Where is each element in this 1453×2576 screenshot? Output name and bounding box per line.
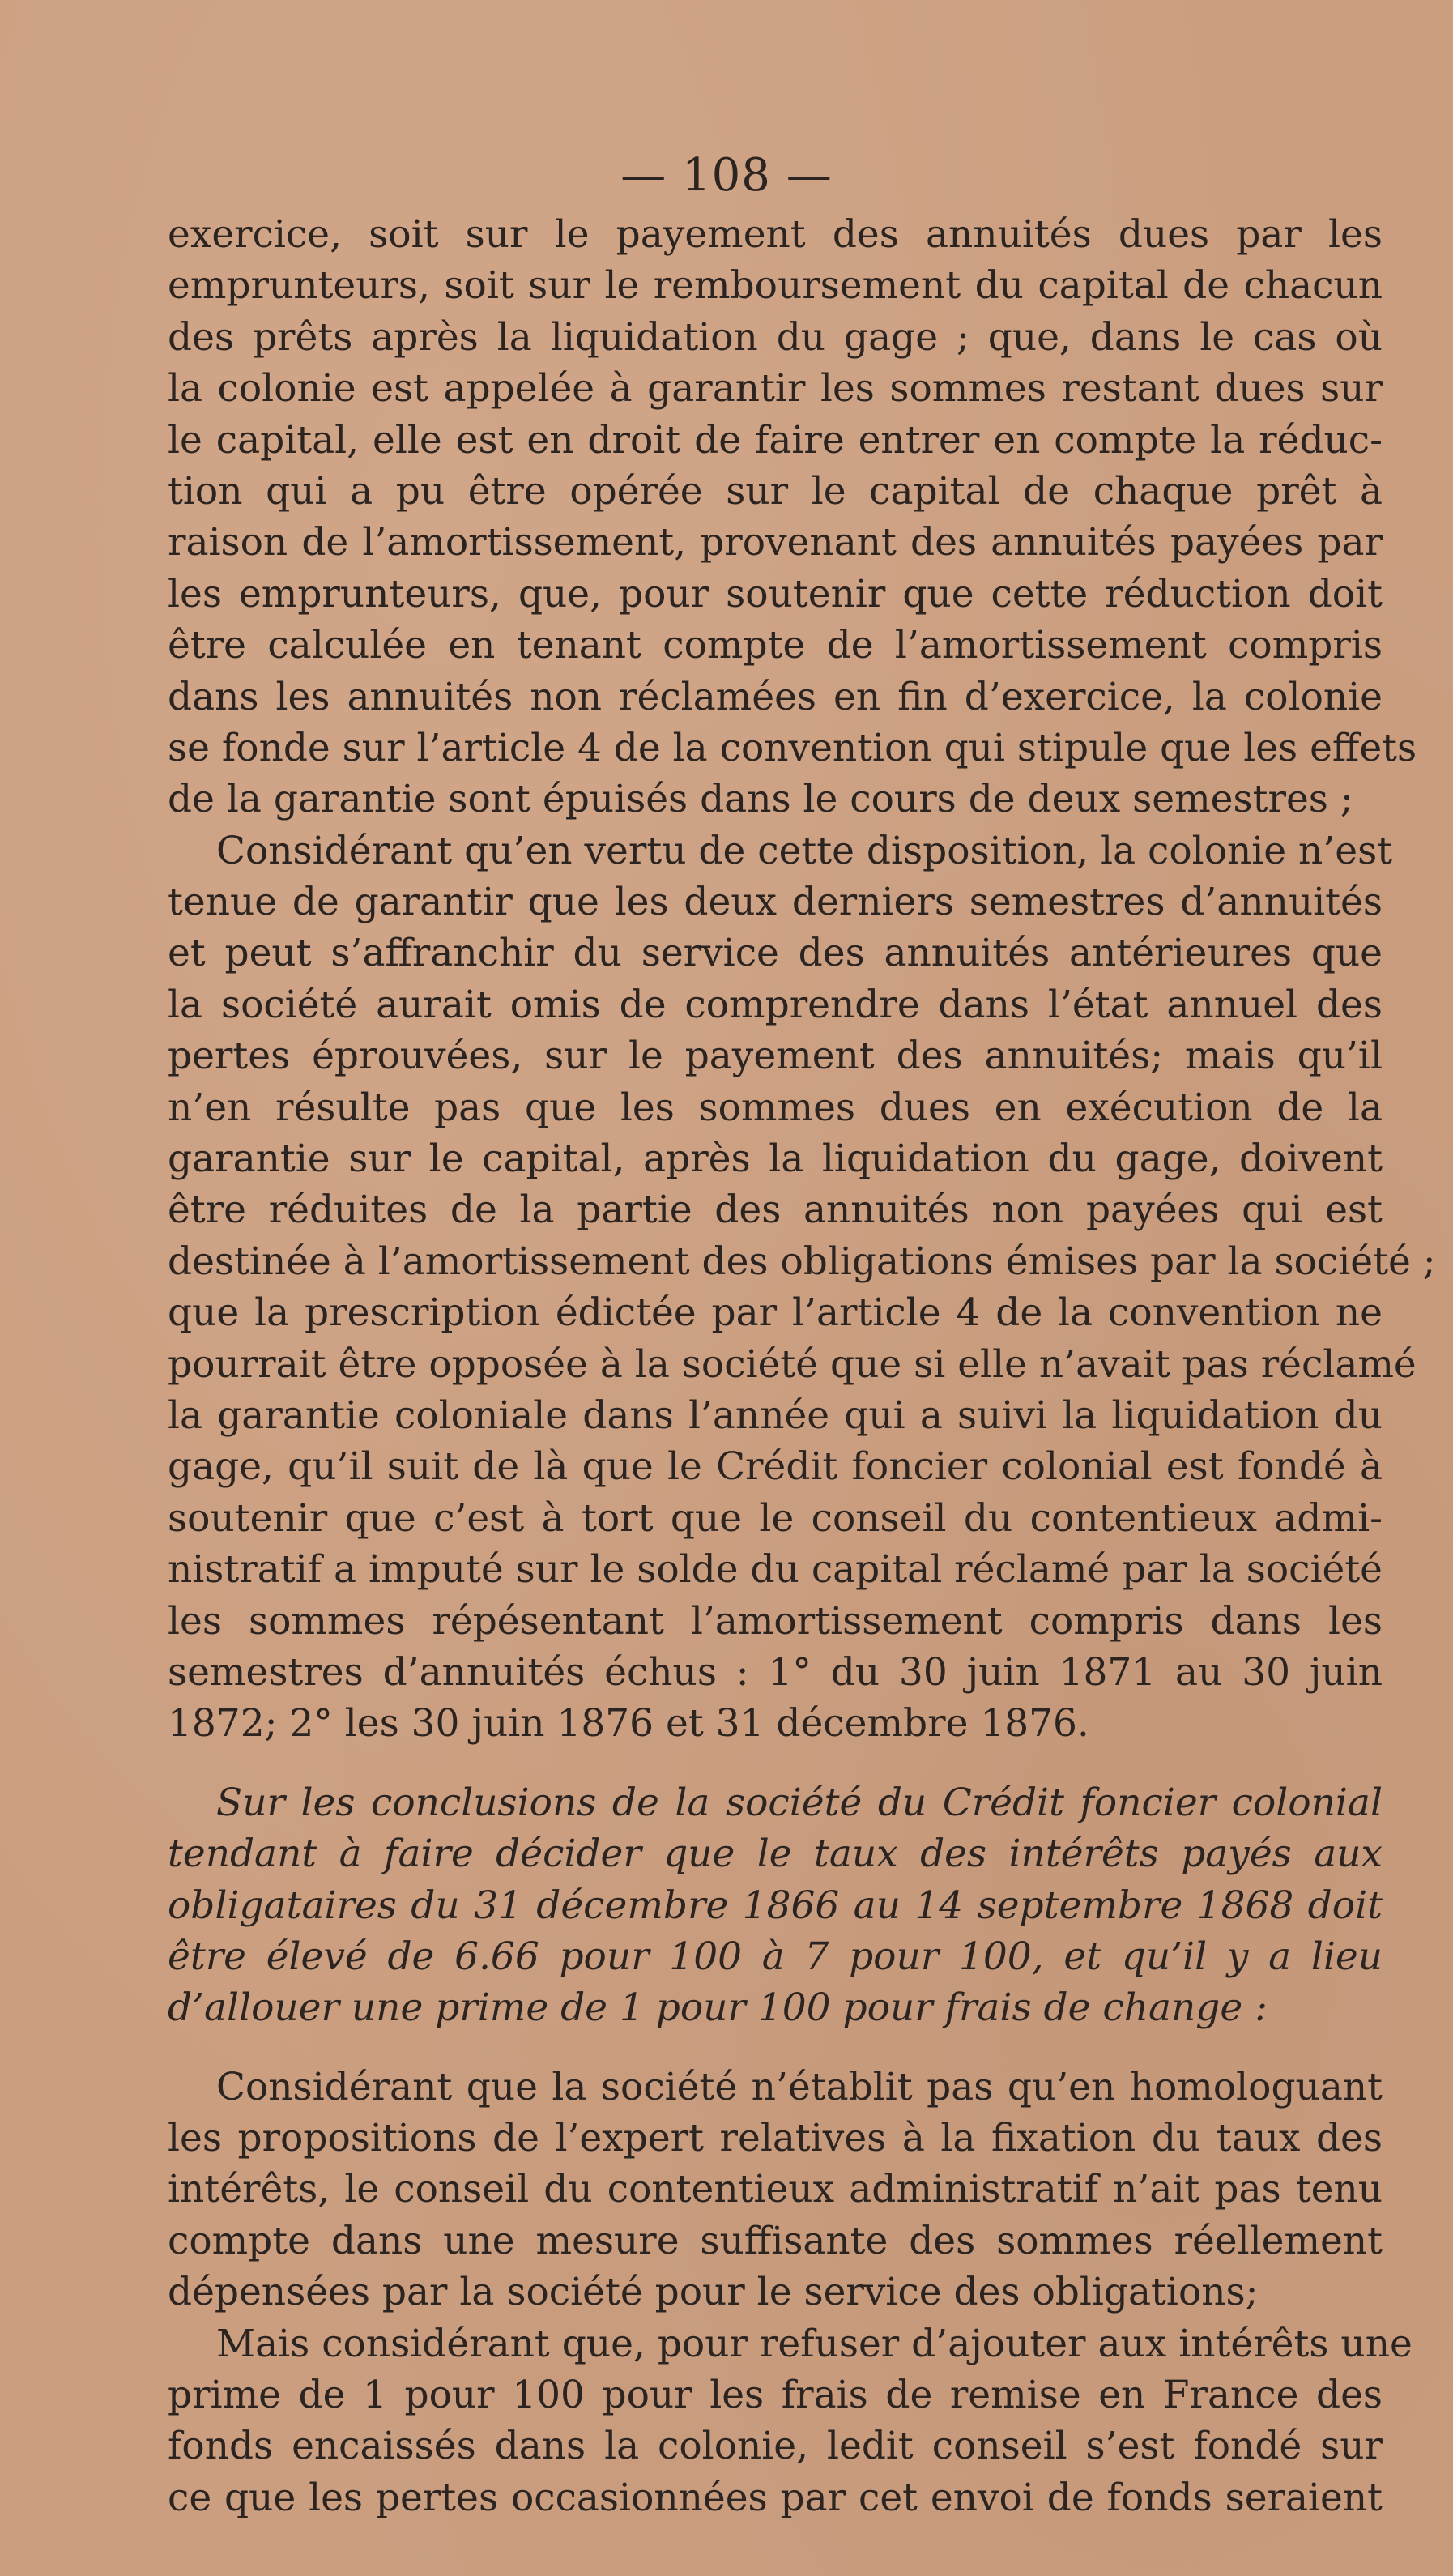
paragraph	[168, 209, 1417, 825]
text-line: exercice, soit sur le payement des annuités dues par les	[168, 212, 1383, 257]
text-line: Sur les conclusions de la société du Crédit foncier colonial	[216, 1780, 1383, 1825]
text-line: dépensées par la société pour le service des obligations;	[168, 2270, 1259, 2315]
text-line: destinée à l’amortissement des obligations émises par la société ;	[168, 1239, 1436, 1284]
paragraph-spacer	[168, 2034, 1383, 2062]
text-line: intérêts, le conseil du contentieux administratif n’ait pas tenu	[168, 2167, 1383, 2212]
text-line: tenue de garantir que les deux derniers semestres d’annuités	[168, 880, 1383, 925]
text-line: les sommes répésentant l’amortissement compris dans les	[168, 1598, 1383, 1644]
text-line: la colonie est appelée à garantir les sommes restant dues sur	[168, 366, 1383, 412]
text-line: compte dans une mesure suffisante des sommes réellement	[168, 2218, 1383, 2263]
text-line: d’allouer une prime de 1 pour 100 pour frais de change :	[168, 1985, 1268, 2031]
text-line: tion qui a pu être opérée sur le capital de chaque prêt à	[168, 468, 1383, 514]
text-line: Considérant qu’en vertu de cette disposition, la colonie n’est	[216, 828, 1393, 873]
text-line: la société aurait omis de comprendre dans l’état annuel des	[168, 982, 1383, 1027]
text-line: obligataires du 31 décembre 1866 au 14 septembre 1868 doit	[168, 1883, 1383, 1928]
text-line: que la prescription édictée par l’article 4 de la convention ne	[168, 1290, 1383, 1336]
page-number: — 108 —	[620, 149, 833, 202]
paragraph	[168, 825, 1436, 1750]
text-line: gage, qu’il suit de là que le Crédit foncier colonial est fondé à	[168, 1444, 1383, 1490]
text-line: de la garantie sont épuisés dans le cours de deux semestres ;	[168, 777, 1353, 822]
text-line: ce que les pertes occasionnées par cet envoi de fonds seraient	[168, 2475, 1383, 2520]
text-line: fonds encaissés dans la colonie, ledit conseil s’est fondé sur	[168, 2424, 1383, 2469]
text-line: être réduites de la partie des annuités non payées qui est	[168, 1188, 1383, 1233]
text-line: prime de 1 pour 100 pour les frais de remise en France des	[168, 2373, 1383, 2418]
italic-heading-paragraph	[168, 1777, 1383, 2034]
text-line: être élevé de 6.66 pour 100 à 7 pour 100, et qu’il y a lieu	[168, 1934, 1383, 1979]
text-line: les propositions de l’expert relatives à la fixation du taux des	[168, 2116, 1383, 2161]
text-line: garantie sur le capital, après la liquidation du gage, doivent	[168, 1137, 1383, 1182]
text-line: nistratif a imputé sur le solde du capital réclamé par la société	[168, 1547, 1383, 1593]
paragraph	[168, 2318, 1413, 2524]
text-line: le capital, elle est en droit de faire entrer en compte la réduc-	[168, 417, 1383, 463]
text-line: raison de l’amortissement, provenant des annuités payées par	[168, 520, 1383, 565]
text-line: tendant à faire décider que le taux des intérêts payés aux	[168, 1832, 1383, 1877]
text-line: dans les annuités non réclamées en fin d’exercice, la colonie	[168, 674, 1383, 719]
text-line: semestres d’annuités échus : 1° du 30 juin 1871 au 30 juin	[168, 1649, 1383, 1695]
text-line: les emprunteurs, que, pour soutenir que cette réduction doit	[168, 571, 1383, 616]
text-line: pertes éprouvées, sur le payement des annuités; mais qu’il	[168, 1034, 1383, 1079]
text-line: n’en résulte pas que les sommes dues en exécution de la	[168, 1085, 1383, 1130]
text-line: être calculée en tenant compte de l’amortissement compris	[168, 623, 1383, 668]
page-body	[168, 209, 1436, 2523]
text-line: Considérant que la société n’établit pas qu’en homologuant	[216, 2064, 1383, 2109]
paragraph-spacer	[168, 1750, 1383, 1777]
text-line: pourrait être opposée à la société que si elle n’avait pas réclamé	[168, 1341, 1417, 1387]
paragraph	[168, 2062, 1383, 2318]
text-line: des prêts après la liquidation du gage ; que, dans le cas où	[168, 314, 1383, 360]
text-line: soutenir que c’est à tort que le conseil du contentieux admi-	[168, 1495, 1383, 1541]
text-line: Mais considérant que, pour refuser d’ajouter aux intérêts une	[216, 2321, 1413, 2366]
text-line: emprunteurs, soit sur le remboursement du capital de chacun	[168, 263, 1383, 309]
text-line: et peut s’affranchir du service des annuités antérieures que	[168, 931, 1383, 976]
text-line: la garantie coloniale dans l’année qui a suivi la liquidation du	[168, 1392, 1383, 1438]
text-line: 1872; 2° les 30 juin 1876 et 31 décembre 1876.	[168, 1701, 1089, 1746]
text-line: se fonde sur l’article 4 de la convention qui stipule que les effets	[168, 725, 1417, 770]
